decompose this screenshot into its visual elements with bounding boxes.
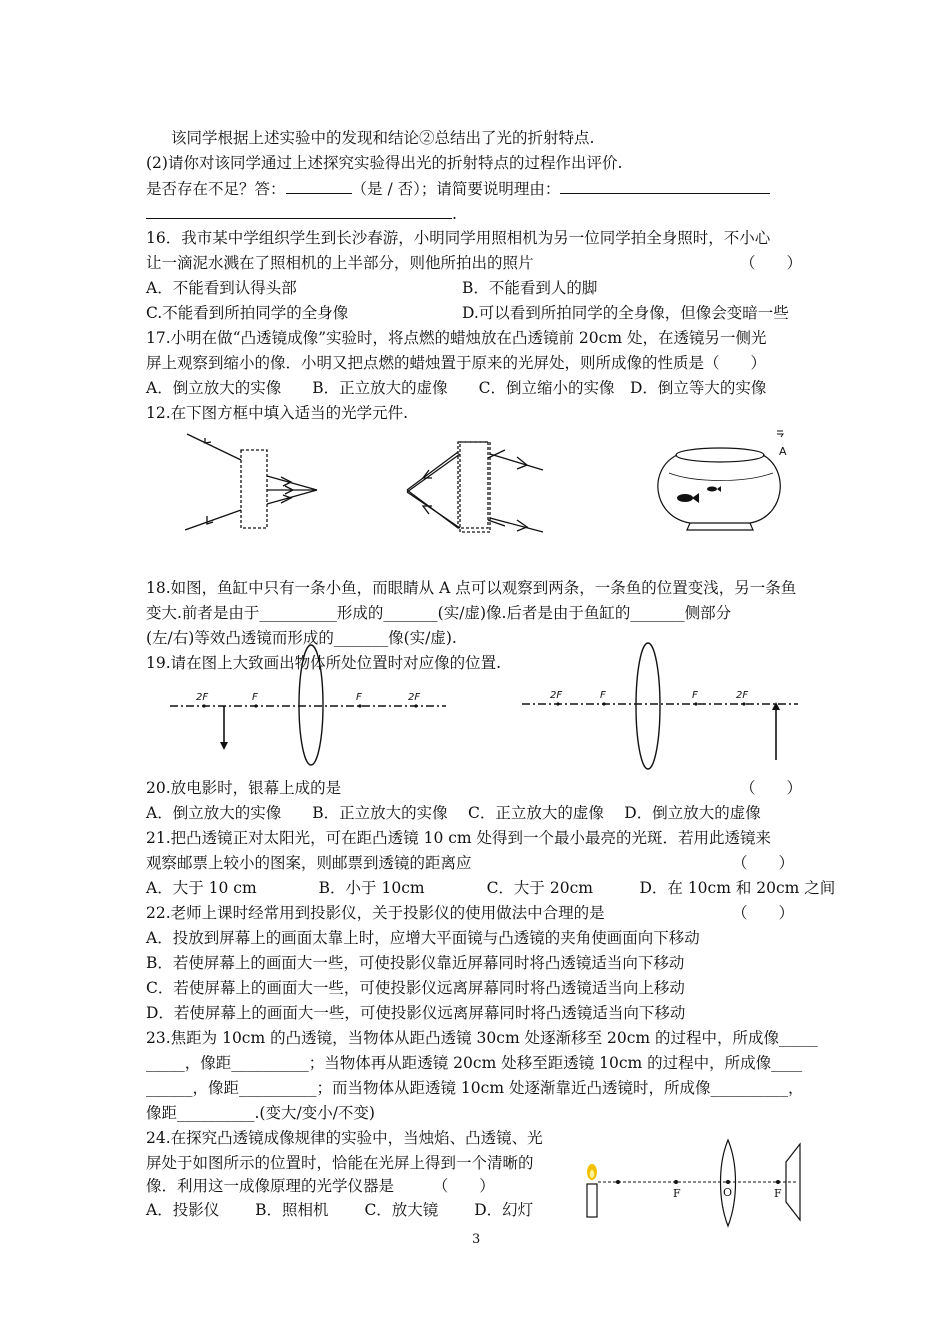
q22-stem: 22.老师上课时经常用到投影仪，关于投影仪的使用做法中合理的是: [146, 904, 605, 922]
convex-lens: [299, 645, 323, 765]
lens-figure-2: [520, 636, 800, 771]
q24-options: A．投影仪 B．照相机 C．放大镜 D．幻灯: [146, 1201, 534, 1219]
fish-icon: [677, 486, 721, 503]
lens-figure-1: [168, 638, 448, 773]
page-number: 3: [472, 1232, 481, 1247]
q16-stem-2: 让一滴泥水溅在了照相机的上半部分，则他所拍出的照片: [146, 254, 534, 272]
q23-stem-4: 像距__________.(变大/变小/不变): [146, 1104, 375, 1122]
q24-stem-3: 像．利用这一成像原理的光学仪器是 （ ）: [146, 1177, 495, 1195]
q22-answer-paren: （ ）: [732, 904, 795, 922]
q21-answer-paren: （ ）: [732, 854, 795, 872]
label-f-right: F: [356, 692, 362, 703]
convex-lens-2: [636, 643, 660, 769]
q16-option-c: C.不能看到所拍同学的全身像: [146, 304, 349, 322]
q19-stem: 19.请在图上大致画出物体所处位置时对应像的位置.: [146, 654, 502, 672]
label-o: O: [723, 1186, 733, 1199]
eye-icon: [777, 431, 783, 437]
q18-stem-3: (左/右)等效凸透镜而形成的_______像(实/虚).: [146, 629, 457, 647]
q23-stem-1: 23.焦距为 10cm 的凸透镜，当物体从距凸透镜 30cm 处逐渐移至 20cm 的过程中，所成像_____: [146, 1029, 818, 1047]
q16-option-b: B．不能看到人的脚: [462, 279, 598, 297]
q22-option-a: A．投放到屏幕上的画面太靠上时，应增大平面镜与凸透镜的夹角使画面向下移动: [146, 929, 700, 947]
reason-label: （是 / 否）；请简要说明理由：: [351, 180, 561, 198]
answer-blank[interactable]: [286, 178, 352, 194]
reason-blank-2[interactable]: [146, 203, 452, 219]
label-f-1: F: [673, 1187, 681, 1200]
candle-lens-screen-figure: [578, 1134, 808, 1230]
q23-stem-2: _____，像距__________；当物体再从距透镜 20cm 处移至距透镜 10cm 的过程中，所成像____: [146, 1054, 803, 1072]
label-f-left: F: [252, 692, 258, 703]
q12-stem: 12.在下图方框中填入适当的光学元件.: [146, 404, 409, 422]
q24-stem-1: 24.在探究凸透镜成像规律的实验中，当烛焰、凸透镜、光: [146, 1129, 543, 1147]
label-f-left-b: F: [600, 690, 606, 701]
q21-options: A．大于 10 cm B．小于 10cm C．大于 20cm D．在 10cm 和 20cm 之间: [146, 879, 836, 897]
text-line-3: [146, 178, 770, 199]
q21-stem-2: 观察邮票上较小的图案，则邮票到透镜的距离应: [146, 854, 472, 872]
q22-option-d: D．若使屏幕上的画面大一些，可使投影仪远离屏幕同时将凸透镜适当向下移动: [146, 1004, 686, 1022]
answer-label: 是否存在不足？答：: [146, 180, 286, 198]
label-2f-right: 2F: [408, 692, 421, 703]
q17-options: A．倒立放大的实像 B．正立放大的虚像 C．倒立缩小的实像 D．倒立等大的实像: [146, 379, 767, 397]
text-line-4: [146, 203, 457, 224]
q18-stem-1: 18.如图，鱼缸中只有一条小鱼，而眼睛从 A 点可以观察到两条，一条鱼的位置变浅，另一条鱼: [146, 579, 797, 597]
q17-stem-2: 屏上观察到缩小的像．小明又把点燃的蜡烛置于原来的光屏处，则所成像的性质是（ ）: [146, 354, 767, 372]
period: .: [452, 205, 457, 223]
label-f-2: F: [774, 1187, 782, 1200]
q21-stem-1: 21.把凸透镜正对太阳光，可在距凸透镜 10 cm 处得到一个最小最亮的光斑．若用此透镜来: [146, 829, 772, 847]
object-arrow-2: [772, 702, 780, 760]
label-2f-left: 2F: [196, 692, 209, 703]
label-2f-right-b: 2F: [736, 690, 749, 701]
q16-answer-paren: （ ）: [740, 254, 803, 272]
label-f-right-b: F: [692, 690, 698, 701]
q22-option-c: C．若使屏幕上的画面大一些，可使投影仪远离屏幕同时将凸透镜适当向上移动: [146, 979, 685, 997]
diverging-box-figure: [405, 440, 565, 540]
label-2f-left-b: 2F: [550, 690, 563, 701]
fishbowl-figure: [655, 425, 800, 535]
q20-options: A．倒立放大的实像 B．正立放大的实像 C．正立放大的虚像 D．倒立放大的虚像: [146, 804, 761, 822]
q18-stem-2: 变大.前者是由于__________形成的_______(实/虚)像.后者是由于鱼缸的_______侧部分: [146, 604, 732, 622]
q16-option-a: A．不能看到认得头部: [146, 279, 297, 297]
text-line-1: 该同学根据上述实验中的发现和结论②总结出了光的折射特点.: [171, 129, 595, 147]
q16-stem-1: 16．我市某中学组织学生到长沙春游，小明同学用照相机为另一位同学拍全身照时，不小心: [146, 229, 771, 247]
candle-icon: [587, 1164, 597, 1217]
q17-stem-1: 17.小明在做“凸透镜成像”实验时，将点燃的蜡烛放在凸透镜前 20cm 处，在透镜另一侧光: [146, 329, 767, 347]
eye-point-label: A: [779, 445, 787, 458]
q20-answer-paren: （ ）: [740, 779, 803, 797]
dashed-box-1: [241, 450, 267, 528]
q20-stem: 20.放电影时，银幕上成的是: [146, 779, 342, 797]
reason-blank[interactable]: [560, 178, 770, 194]
text-line-2: (2)请你对该同学通过上述探究实验得出光的折射特点的过程作出评价.: [146, 154, 623, 172]
q24-stem-2: 屏处于如图所示的位置时，恰能在光屏上得到一个清晰的: [146, 1154, 534, 1172]
q23-stem-3: ______，像距__________；而当物体从距透镜 10cm 处逐渐靠近凸透镜时，所成像__________，: [146, 1079, 804, 1097]
dashed-box-2b: [460, 442, 490, 532]
object-arrow: [220, 706, 228, 750]
q16-option-d: D.可以看到所拍同学的全身像，但像会变暗一些: [462, 304, 789, 322]
q22-option-b: B．若使屏幕上的画面大一些，可使投影仪靠近屏幕同时将凸透镜适当向下移动: [146, 954, 685, 972]
